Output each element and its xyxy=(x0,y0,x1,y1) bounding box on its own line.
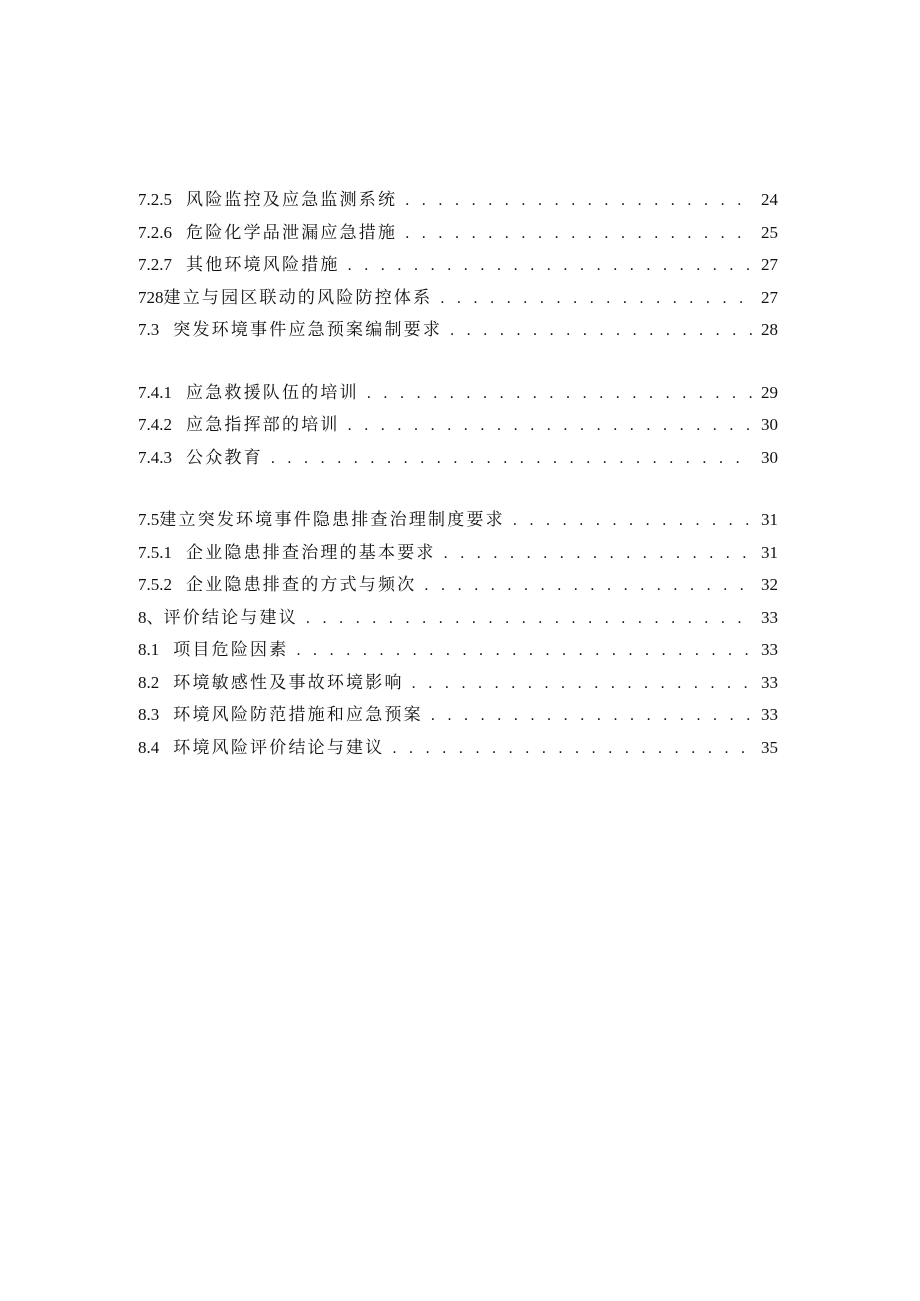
toc-entry-title: 建立与园区联动的风险防控体系 xyxy=(163,287,433,307)
toc-entry-title: 公众教育 xyxy=(186,447,263,467)
table-of-contents xyxy=(138,184,778,764)
toc-entry-page: 29 xyxy=(761,382,778,402)
dot-leader xyxy=(450,315,752,348)
toc-entry-8-1[interactable] xyxy=(138,634,778,667)
toc-entry-number: 7.5.1 xyxy=(138,542,172,562)
toc-entry-title: 突发环境事件应急预案编制要求 xyxy=(173,320,443,339)
toc-entry-number: 7.5 xyxy=(138,510,160,529)
toc-entry-page: 33 xyxy=(761,640,778,659)
dot-leader xyxy=(271,443,752,476)
dot-leader xyxy=(405,185,752,218)
toc-entry-page: 30 xyxy=(761,415,778,434)
toc-entry-title: 应急救援队伍的培训 xyxy=(186,382,359,402)
toc-entry-title: 其他环境风险措施 xyxy=(186,255,340,274)
toc-entry-number: 7.2.5 xyxy=(138,190,172,209)
toc-entry-page: 35 xyxy=(761,737,778,757)
toc-entry-title: 项目危险因素 xyxy=(173,640,289,659)
toc-entry-7-5[interactable] xyxy=(138,504,778,537)
toc-entry-number: 8.3 xyxy=(138,705,160,724)
toc-entry-title: 风险监控及应急监测系统 xyxy=(186,190,398,209)
toc-entry-page: 25 xyxy=(761,222,778,242)
toc-entry-7-2-8[interactable] xyxy=(138,282,778,315)
toc-entry-7-2-7[interactable] xyxy=(138,249,778,282)
toc-entry-page: 28 xyxy=(761,320,778,339)
toc-entry-title: 应急指挥部的培训 xyxy=(186,415,340,434)
dot-leader xyxy=(431,700,752,733)
toc-entry-title: 环境敏感性及事故环境影响 xyxy=(173,672,404,692)
toc-entry-number: 8.4 xyxy=(138,737,160,757)
toc-entry-number: 7.4.2 xyxy=(138,415,172,434)
toc-entry-number: 7.2.6 xyxy=(138,222,172,242)
toc-entry-7-4-3[interactable] xyxy=(138,442,778,475)
dot-leader xyxy=(405,218,752,251)
toc-entry-number: 8.1 xyxy=(138,640,160,659)
toc-entry-number: 8.2 xyxy=(138,672,160,692)
toc-entry-page: 33 xyxy=(761,607,778,627)
toc-entry-title: 环境风险防范措施和应急预案 xyxy=(173,705,423,724)
toc-entry-page: 24 xyxy=(761,190,778,209)
toc-entry-7-2-5[interactable] xyxy=(138,184,778,217)
dot-leader xyxy=(306,603,752,636)
toc-entry-page: 27 xyxy=(761,287,778,307)
toc-entry-number: 7.4.1 xyxy=(138,382,172,402)
toc-entry-7-5-2[interactable] xyxy=(138,569,778,602)
toc-entry-page: 30 xyxy=(761,447,778,467)
dot-leader xyxy=(392,733,752,766)
dot-leader xyxy=(367,378,752,411)
toc-entry-title: 评价结论与建议 xyxy=(163,607,298,627)
toc-entry-number: 7.3 xyxy=(138,320,160,339)
dot-leader xyxy=(424,570,752,603)
toc-entry-title: 建立突发环境事件隐患排查治理制度要求 xyxy=(159,510,505,529)
toc-entry-page: 32 xyxy=(761,575,778,594)
dot-leader xyxy=(444,538,752,571)
toc-entry-7-5-1[interactable] xyxy=(138,537,778,570)
dot-leader xyxy=(348,250,752,283)
dot-leader xyxy=(513,505,752,538)
toc-entry-page: 33 xyxy=(761,672,778,692)
toc-entry-title: 企业隐患排查治理的基本要求 xyxy=(186,542,436,562)
toc-entry-8-3[interactable] xyxy=(138,699,778,732)
toc-entry-number: 728 xyxy=(138,287,164,307)
dot-leader xyxy=(412,668,752,701)
toc-entry-7-2-6[interactable] xyxy=(138,217,778,250)
toc-entry-page: 31 xyxy=(761,542,778,562)
toc-entry-7-4-1[interactable] xyxy=(138,377,778,410)
dot-leader xyxy=(348,410,752,443)
toc-entry-title: 危险化学品泄漏应急措施 xyxy=(186,222,398,242)
toc-entry-page: 31 xyxy=(761,510,778,529)
toc-entry-8[interactable] xyxy=(138,602,778,635)
toc-entry-number: 7.2.7 xyxy=(138,255,172,274)
dot-leader xyxy=(440,283,752,316)
toc-entry-page: 27 xyxy=(761,255,778,274)
toc-entry-7-4-2[interactable] xyxy=(138,409,778,442)
toc-entry-title: 企业隐患排查的方式与频次 xyxy=(186,575,417,594)
toc-entry-title: 环境风险评价结论与建议 xyxy=(173,737,385,757)
toc-entry-number: 8、 xyxy=(138,607,164,627)
toc-entry-number: 7.4.3 xyxy=(138,447,172,467)
toc-entry-8-2[interactable] xyxy=(138,667,778,700)
dot-leader xyxy=(296,635,752,668)
toc-entry-7-3[interactable] xyxy=(138,314,778,347)
toc-entry-page: 33 xyxy=(761,705,778,724)
toc-entry-number: 7.5.2 xyxy=(138,575,172,594)
toc-entry-8-4[interactable] xyxy=(138,732,778,765)
